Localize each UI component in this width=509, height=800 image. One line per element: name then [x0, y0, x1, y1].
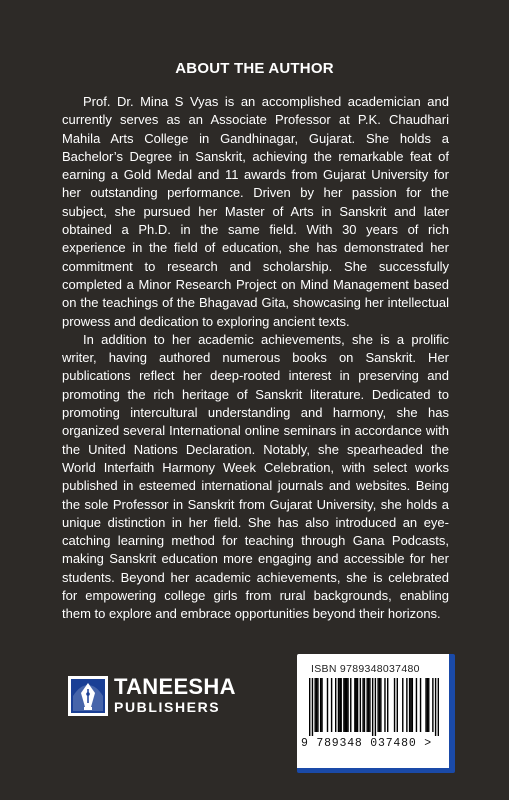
author-biography	[62, 93, 449, 624]
barcode-bar	[320, 678, 321, 732]
barcode-bar	[335, 678, 336, 732]
barcode-bar	[384, 678, 385, 732]
publisher-name: TANEESHA	[114, 674, 236, 699]
barcode-bar	[397, 678, 398, 732]
bio-paragraph-1: Prof. Dr. Mina S Vyas is an accomplished academician and currently serves as an Associate Professor at P.K. Chaudhari Mahila Arts College in Gandhinagar, Gujarat. She holds a Bachelor’s Degree in Sanskrit, achieving the remarkable feat of earning a Gold Medal and 11 awards from Gujarat University for her outstanding performance. Driven by her passion for the subject, she pursued her Master of Arts in Sanskrit and later obtained a Ph.D. in the same field. With 30 years of rich experience in the field of education, she has demonstrated her commitment to research and scholarship. She successfully completed a Minor Research Project on Mind Management based on the teachings of the Bhagavad Gita, showcasing her intellectual prowess and dedication to exploring ancient texts.	[62, 94, 449, 329]
barcode-bar	[412, 678, 413, 732]
barcode-bar	[345, 678, 346, 732]
publisher-logo	[68, 673, 236, 719]
barcode-bar	[347, 678, 348, 732]
barcode-bar	[362, 678, 363, 732]
barcode-bar	[340, 678, 341, 732]
barcode-bar	[410, 678, 411, 732]
barcode-bar	[394, 678, 395, 732]
barcode-bar	[368, 678, 369, 732]
barcode-bar	[357, 678, 358, 732]
barcode-bar	[312, 678, 313, 736]
barcode-bar	[377, 678, 378, 732]
barcode-bar	[331, 678, 332, 732]
barcode-bar	[338, 678, 339, 732]
barcode-bar	[343, 678, 344, 732]
barcode-bar	[356, 678, 357, 732]
barcode-bar	[379, 678, 380, 732]
barcode-bar	[432, 678, 433, 732]
barcode-bar	[316, 678, 317, 732]
barcode-bar	[360, 678, 361, 732]
barcode-bar	[350, 678, 351, 732]
barcode-bar	[375, 678, 376, 736]
barcode-bar	[354, 678, 355, 732]
publisher-subtitle: PUBLISHERS	[114, 699, 221, 715]
barcode-bar	[425, 678, 426, 732]
barcode-bar	[309, 678, 310, 736]
barcode-bar	[416, 678, 417, 732]
barcode-bar	[339, 678, 340, 732]
pen-nib-icon	[68, 676, 108, 716]
barcode-bar	[366, 678, 367, 732]
section-heading: ABOUT THE AUTHOR	[175, 60, 334, 77]
barcode-bar	[364, 678, 365, 732]
barcode-bar	[406, 678, 407, 732]
barcode-bar	[380, 678, 381, 732]
bio-paragraph-2: In addition to her academic achievements, she is a prolific writer, having authored numerous books on Sanskrit. Her publications reflect her deep-rooted interest in preserving and promoting the rich heritage of Sanskrit literature. Dedicated to promoting intercultural understanding and harmony, she has organized several International online seminars in accordance with the United Nations Declaration. Notably, she spearheaded the World Interfaith Harmony Week Celebration, with select works published in esteemed international journals and websites. Being the sole Professor in Sanskrit from Gujarat University, she holds a unique distinction in her field. She has also introduced an eye-catching learning method for teaching through Gana Podcasts, making Sanskrit education more engaging and accessible for her students. Beyond her academic achievements, she is celebrated for empowering college girls from rural backgrounds, enabling them to explore and embrace opportunities beyond their horizons.	[62, 331, 449, 622]
barcode-bar	[420, 678, 421, 732]
barcode-graphic	[309, 678, 439, 736]
barcode-bar	[314, 678, 315, 732]
barcode-bar	[317, 678, 318, 732]
barcode-bar	[427, 678, 428, 732]
barcode-bar	[402, 678, 403, 732]
barcode-bar	[435, 678, 436, 736]
barcode-digits: 9 789348 037480 >	[301, 737, 432, 750]
barcode-bar	[428, 678, 429, 732]
isbn-label: ISBN 9789348037480	[311, 663, 420, 675]
barcode-bar	[321, 678, 322, 732]
isbn-barcode-box	[297, 654, 455, 773]
barcode-bar	[369, 678, 370, 732]
barcode-bar	[387, 678, 388, 732]
barcode-bar	[409, 678, 410, 732]
barcode-bar	[372, 678, 373, 736]
barcode-bar	[327, 678, 328, 732]
barcode-bar	[438, 678, 439, 736]
barcode-bar	[346, 678, 347, 732]
